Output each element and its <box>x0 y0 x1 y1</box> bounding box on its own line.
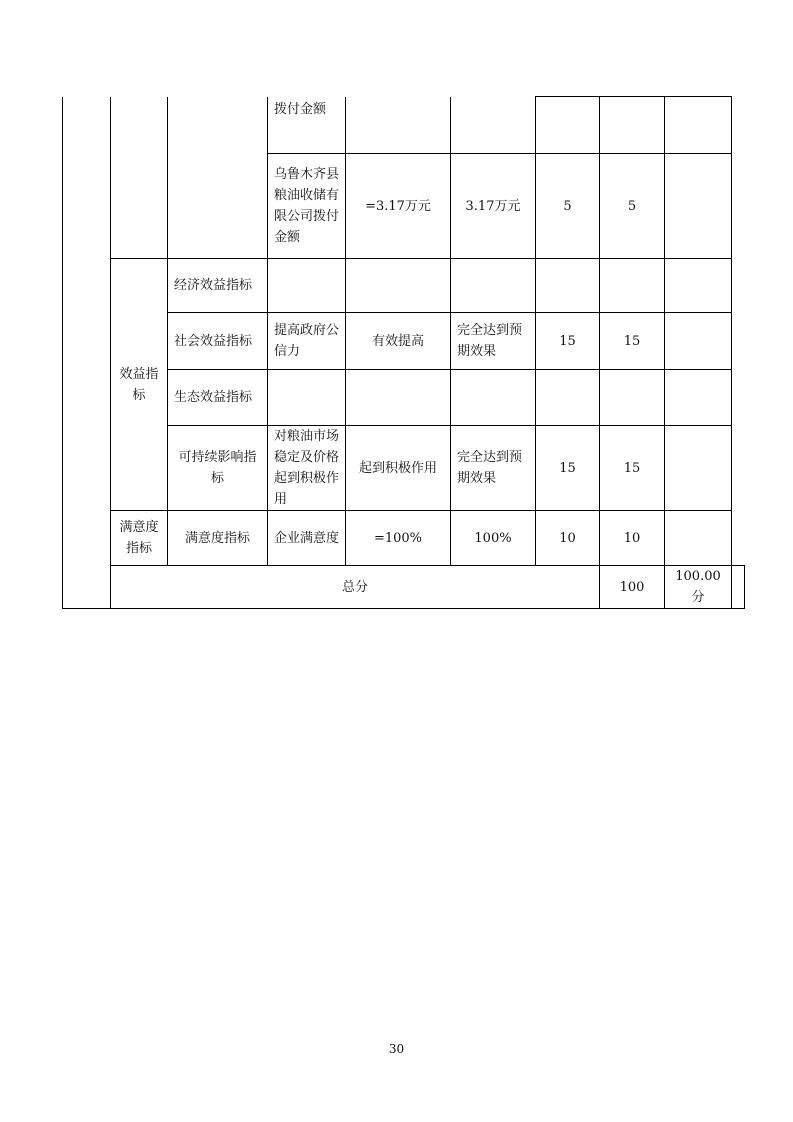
indicator-name-cell: 乌鲁木齐县粮油收储有限公司拨付金额 <box>268 154 346 259</box>
weight-cell: 15 <box>536 313 600 370</box>
score-cell <box>600 259 665 313</box>
deviation-cell <box>665 154 732 259</box>
actual-value-cell <box>451 97 536 154</box>
level3-indicator-cell: 经济效益指标 <box>168 259 268 313</box>
level3-indicator-cell: 满意度指标 <box>168 511 268 566</box>
actual-value-cell <box>451 370 536 426</box>
indicator-name-cell <box>268 370 346 426</box>
level3-indicator-cell: 可持续影响指标 <box>168 426 268 511</box>
target-value-cell: 起到积极作用 <box>346 426 451 511</box>
table-row <box>63 511 745 566</box>
table-row <box>63 97 745 154</box>
total-weight-cell: 100 <box>600 566 665 609</box>
score-cell: 5 <box>600 154 665 259</box>
weight-cell <box>536 259 600 313</box>
target-value-cell <box>346 259 451 313</box>
total-label: 总分 <box>111 566 600 609</box>
deviation-cell <box>665 370 732 426</box>
actual-value-cell: 3.17万元 <box>451 154 536 259</box>
indicator-name-cell: 拨付金额 <box>268 97 346 154</box>
actual-value-cell: 100% <box>451 511 536 566</box>
deviation-cell <box>665 313 732 370</box>
deviation-cell <box>665 511 732 566</box>
total-score-cell: 100.00分 <box>665 566 732 609</box>
performance-evaluation-table <box>62 96 745 609</box>
score-cell <box>600 97 665 154</box>
level3-indicator-cell <box>168 97 268 259</box>
target-value-cell: =100% <box>346 511 451 566</box>
score-cell: 15 <box>600 313 665 370</box>
actual-value-cell: 完全达到预期效果 <box>451 313 536 370</box>
deviation-cell <box>665 426 732 511</box>
deviation-cell <box>665 97 732 154</box>
score-cell: 10 <box>600 511 665 566</box>
weight-cell <box>536 370 600 426</box>
level2-indicator-cell <box>111 97 168 259</box>
indicator-name-cell: 对粮油市场稳定及价格起到积极作用 <box>268 426 346 511</box>
level3-indicator-cell: 社会效益指标 <box>168 313 268 370</box>
indicator-name-cell: 提高政府公信力 <box>268 313 346 370</box>
weight-cell: 10 <box>536 511 600 566</box>
deviation-cell <box>665 259 732 313</box>
indicator-name-cell: 企业满意度 <box>268 511 346 566</box>
actual-value-cell: 完全达到预期效果 <box>451 426 536 511</box>
table-row <box>63 259 745 313</box>
target-value-cell <box>346 370 451 426</box>
score-cell <box>600 370 665 426</box>
weight-cell: 15 <box>536 426 600 511</box>
level3-indicator-cell: 生态效益指标 <box>168 370 268 426</box>
target-value-cell <box>346 97 451 154</box>
satisfaction-indicator-cell: 满意度指标 <box>111 511 168 566</box>
score-cell: 15 <box>600 426 665 511</box>
level1-indicator-cell <box>63 97 111 609</box>
indicator-name-cell <box>268 259 346 313</box>
actual-value-cell <box>451 259 536 313</box>
target-value-cell: =3.17万元 <box>346 154 451 259</box>
page-number: 30 <box>388 1042 405 1056</box>
weight-cell <box>536 97 600 154</box>
total-row <box>63 566 745 609</box>
benefit-indicator-cell: 效益指标 <box>111 259 168 511</box>
target-value-cell: 有效提高 <box>346 313 451 370</box>
total-deviation-cell <box>732 566 745 609</box>
weight-cell: 5 <box>536 154 600 259</box>
